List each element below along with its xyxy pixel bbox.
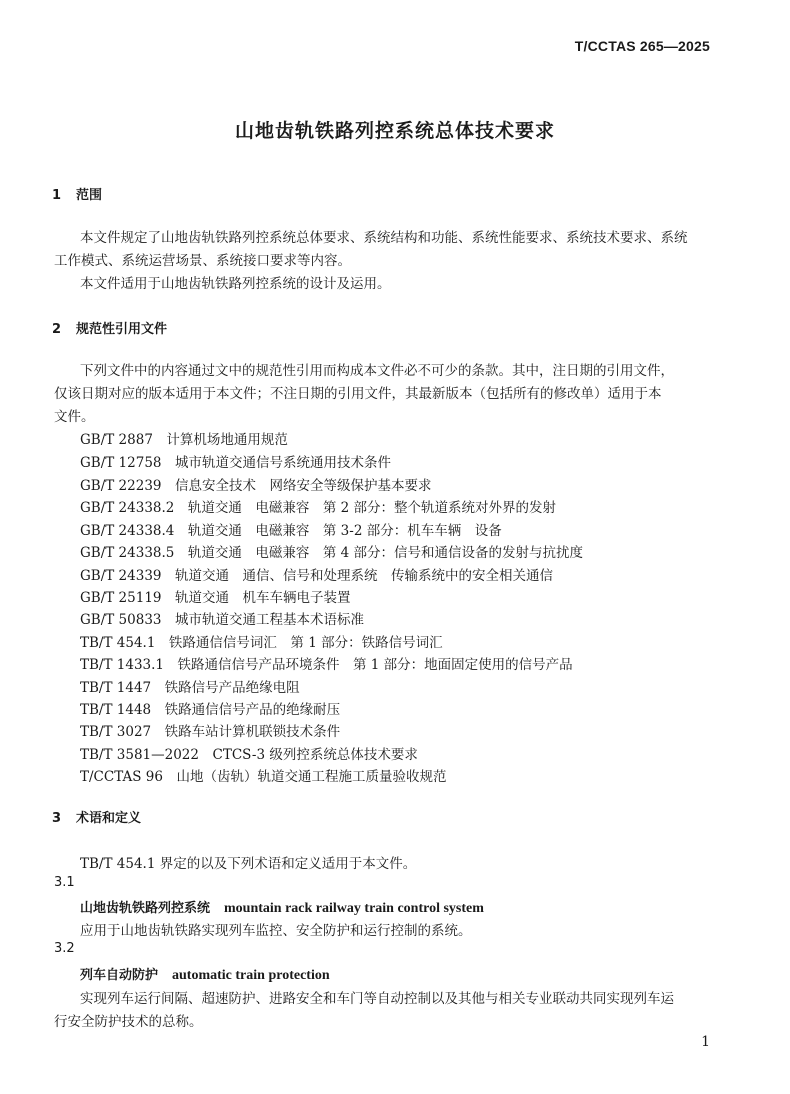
- section-title: 规范性引用文件: [76, 322, 168, 337]
- section-number: 2: [52, 322, 62, 337]
- section-1-heading: [52, 184, 102, 203]
- reference-code: GB/T 2887: [80, 432, 153, 448]
- paragraph-line: TB/T 454.1 界定的以及下列术语和定义适用于本文件。: [80, 856, 417, 872]
- section-title: 范围: [76, 188, 103, 203]
- reference-code: GB/T 24339: [80, 568, 162, 584]
- reference-code: TB/T 454.1: [80, 635, 156, 651]
- term-name-zh: 山地齿轨铁路列控系统: [80, 901, 211, 916]
- reference-item: [80, 631, 443, 651]
- document-title: 山地齿轨铁路列控系统总体技术要求: [234, 120, 555, 142]
- reference-title: 轨道交通 通信、信号和处理系统 传输系统中的安全相关通信: [175, 568, 553, 584]
- section-2-heading: [52, 318, 167, 337]
- term-name-en: mountain rack railway train control system: [224, 901, 484, 916]
- reference-title: 城市轨道交通信号系统通用技术条件: [175, 455, 391, 471]
- reference-item: [80, 564, 553, 584]
- reference-code: GB/T 24338.2: [80, 500, 175, 516]
- section-title: 术语和定义: [76, 811, 142, 826]
- reference-code: TB/T 1433.1: [80, 657, 165, 673]
- reference-title: 信息安全技术 网络安全等级保护基本要求: [175, 478, 432, 494]
- reference-title: 计算机场地通用规范: [166, 432, 288, 448]
- section-number: 3: [52, 811, 62, 826]
- paragraph-line: 本文件适用于山地齿轨铁路列控系统的设计及运用。: [80, 276, 391, 292]
- paragraph-line: 工作模式、系统运营场景、系统接口要求等内容。: [54, 253, 351, 269]
- reference-title: 轨道交通 电磁兼容 第 3-2 部分：机车车辆 设备: [187, 523, 502, 539]
- paragraph-line: 下列文件中的内容通过文中的规范性引用而构成本文件必不可少的条款。其中，注日期的引用文件，: [80, 363, 674, 379]
- reference-title: 山地（齿轨）轨道交通工程施工质量验收规范: [176, 769, 447, 785]
- standard-code: T/CCTAS 265—2025: [574, 38, 710, 54]
- reference-item: [80, 428, 288, 448]
- section-number: 1: [52, 188, 62, 203]
- reference-item: [80, 586, 351, 606]
- reference-title: 铁路车站计算机联锁技术条件: [164, 724, 341, 740]
- reference-code: GB/T 24338.4: [80, 523, 175, 539]
- reference-item: [80, 720, 340, 740]
- term-heading: [80, 964, 330, 984]
- reference-title: 轨道交通 机车车辆电子装置: [175, 590, 351, 606]
- reference-code: GB/T 25119: [80, 590, 162, 606]
- reference-item: [80, 608, 364, 628]
- reference-item: [80, 698, 340, 718]
- reference-code: GB/T 24338.5: [80, 545, 175, 561]
- reference-item: [80, 743, 418, 763]
- reference-code: TB/T 3581—2022: [80, 747, 199, 763]
- reference-item: [80, 765, 446, 785]
- reference-item: [80, 541, 583, 561]
- reference-code: TB/T 3027: [80, 724, 152, 740]
- reference-title: 轨道交通 电磁兼容 第 4 部分：信号和通信设备的发射与抗扰度: [187, 545, 584, 561]
- reference-code: TB/T 1448: [80, 702, 152, 718]
- term-name-zh: 列车自动防护: [80, 968, 159, 983]
- term-number: 3.1: [54, 875, 75, 890]
- reference-code: GB/T 22239: [80, 478, 162, 494]
- reference-item: [80, 653, 573, 673]
- reference-title: 铁路通信信号产品的绝缘耐压: [164, 702, 341, 718]
- term-definition-line: 实现列车运行间隔、超速防护、进路安全和车门等自动控制以及其他与相关专业联动共同实现列车运: [80, 991, 674, 1007]
- reference-title: 铁路通信信号产品环境条件 第 1 部分：地面固定使用的信号产品: [177, 657, 573, 673]
- reference-code: GB/T 50833: [80, 612, 162, 628]
- reference-title: 城市轨道交通工程基本术语标准: [175, 612, 364, 628]
- term-definition-line: 应用于山地齿轨铁路实现列车监控、安全防护和运行控制的系统。: [80, 923, 472, 939]
- term-number: 3.2: [54, 941, 75, 956]
- term-heading: [80, 897, 484, 917]
- reference-item: [80, 496, 556, 516]
- term-name-en: automatic train protection: [172, 968, 330, 983]
- reference-code: GB/T 12758: [80, 455, 162, 471]
- reference-code: T/CCTAS 96: [80, 769, 163, 785]
- page-number: 1: [701, 1034, 710, 1050]
- reference-title: 铁路通信信号词汇 第 1 部分：铁路信号词汇: [168, 635, 443, 651]
- reference-item: [80, 519, 502, 539]
- reference-title: 铁路信号产品绝缘电阻: [164, 680, 300, 696]
- section-3-heading: [52, 807, 141, 826]
- reference-item: [80, 676, 300, 696]
- reference-title: CTCS-3 级列控系统总体技术要求: [212, 747, 418, 763]
- reference-code: TB/T 1447: [80, 680, 152, 696]
- reference-title: 轨道交通 电磁兼容 第 2 部分：整个轨道系统对外界的发射: [187, 500, 557, 516]
- reference-item: [80, 451, 391, 471]
- paragraph-line: 仅该日期对应的版本适用于本文件；不注日期的引用文件，其最新版本（包括所有的修改单）适用于本: [54, 386, 662, 402]
- paragraph-line: 文件。: [54, 409, 95, 425]
- paragraph-line: 本文件规定了山地齿轨铁路列控系统总体要求、系统结构和功能、系统性能要求、系统技术要求、系统: [80, 230, 688, 246]
- reference-item: [80, 474, 432, 494]
- term-definition-line: 行安全防护技术的总称。: [54, 1014, 203, 1030]
